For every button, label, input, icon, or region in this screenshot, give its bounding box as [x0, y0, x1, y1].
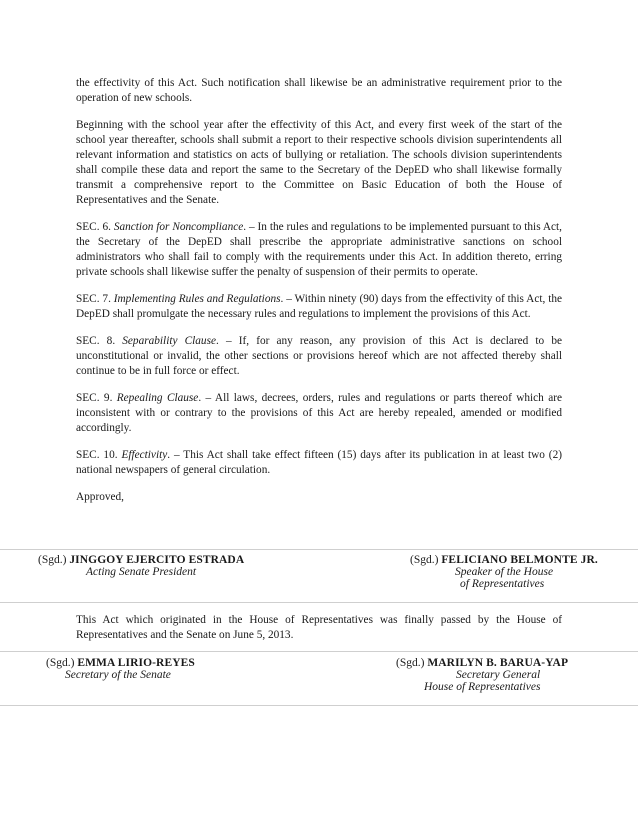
signatory-name: EMMA LIRIO-REYES [77, 657, 195, 669]
section-title: Sanction for Noncompliance [113, 221, 244, 233]
signatory-title-line2: of Representatives [460, 578, 545, 590]
signatory-title-line2: House of Representatives [424, 681, 541, 693]
sgd-prefix: (Sgd.) [38, 554, 67, 566]
signature-senate-president [38, 554, 244, 578]
section-title: Repealing Clause [116, 392, 199, 404]
divider [0, 651, 638, 652]
section-10 [76, 448, 562, 478]
section-9 [76, 391, 562, 436]
signatory-name: FELICIANO BELMONTE JR. [441, 554, 598, 566]
reporting-paragraph: Beginning with the school year after the effectivity of this Act, and every first week of the start of the school year thereafter, schools shall submit a report to their respective schools division superintendents all relevant information and statistics on acts of bullying or retaliation. The schools division superintendents shall compile these data and report the same to the Secretary of the DepED who shall likewise formally transmit a comprehensive report to the Committee on Basic Education of both the House of Representatives and the Senate. [76, 119, 562, 206]
divider [0, 602, 638, 603]
section-title: Effectivity [121, 449, 168, 461]
section-text: . – This Act shall take effect fifteen (15) days after its publication in at least two (2) national newspapers of general circulation. [76, 449, 562, 476]
section-number: SEC. 8. [76, 335, 116, 347]
divider [0, 705, 638, 706]
section-number: SEC. 7. [76, 293, 111, 305]
signatory-title-line1: Secretary General [456, 669, 541, 681]
sgd-prefix: (Sgd.) [410, 554, 439, 566]
continuation-paragraph: the effectivity of this Act. Such notification shall likewise be an administrative requirement prior to the operation of new schools. [76, 77, 562, 104]
section-7 [76, 292, 562, 322]
signatory-title: Secretary of the Senate [65, 669, 171, 681]
section-number: SEC. 10. [76, 449, 118, 461]
sgd-prefix: (Sgd.) [46, 657, 75, 669]
section-title: Separability Clause [122, 335, 216, 347]
section-text: . – If, for any reason, any provision of this Act is declared to be unconstitutional or invalid, the other sections or provisions hereof which are not affected thereby shall continue to be in full force or effect. [76, 335, 562, 377]
signature-senate-secretary [46, 657, 195, 681]
signatory-name: JINGGOY EJERCITO ESTRADA [69, 554, 245, 566]
passage-block [76, 613, 562, 643]
act-body [76, 76, 562, 505]
section-8 [76, 334, 562, 379]
section-title: Implementing Rules and Regulations [113, 293, 281, 305]
signature-house-speaker [410, 554, 598, 590]
signatory-title: Acting Senate President [86, 566, 197, 578]
section-6 [76, 220, 562, 280]
signatory-title-line1: Speaker of the House [455, 566, 554, 578]
passage-note: This Act which originated in the House of Representatives was finally passed by the House of Representatives and the Senate on June 5, 2013. [76, 614, 562, 641]
section-text: . – In the rules and regulations to be implemented pursuant to this Act, the Secretary of the DepED shall prescribe the appropriate administrative sanctions on school administrators who shall fail to comply with the requirements under this Act. In addition thereto, erring private schools shall likewise suffer the penalty of suspension of their permits to operate. [76, 221, 563, 278]
divider [0, 549, 638, 550]
section-number: SEC. 9. [76, 392, 113, 404]
sgd-prefix: (Sgd.) [396, 657, 425, 669]
signatory-name: MARILYN B. BARUA-YAP [427, 657, 569, 669]
section-number: SEC. 6. [76, 221, 111, 233]
approved-line: Approved, [76, 491, 125, 503]
section-text: . – All laws, decrees, orders, rules and regulations or parts thereof which are inconsistent with or contrary to the provisions of this Act are hereby repealed, amended or modified accordingly. [76, 392, 562, 434]
section-text: . – Within ninety (90) days from the effectivity of this Act, the DepED shall promulgate the necessary rules and regulations to implement the provisions of this Act. [76, 293, 562, 320]
signature-secretary-general [396, 657, 568, 693]
